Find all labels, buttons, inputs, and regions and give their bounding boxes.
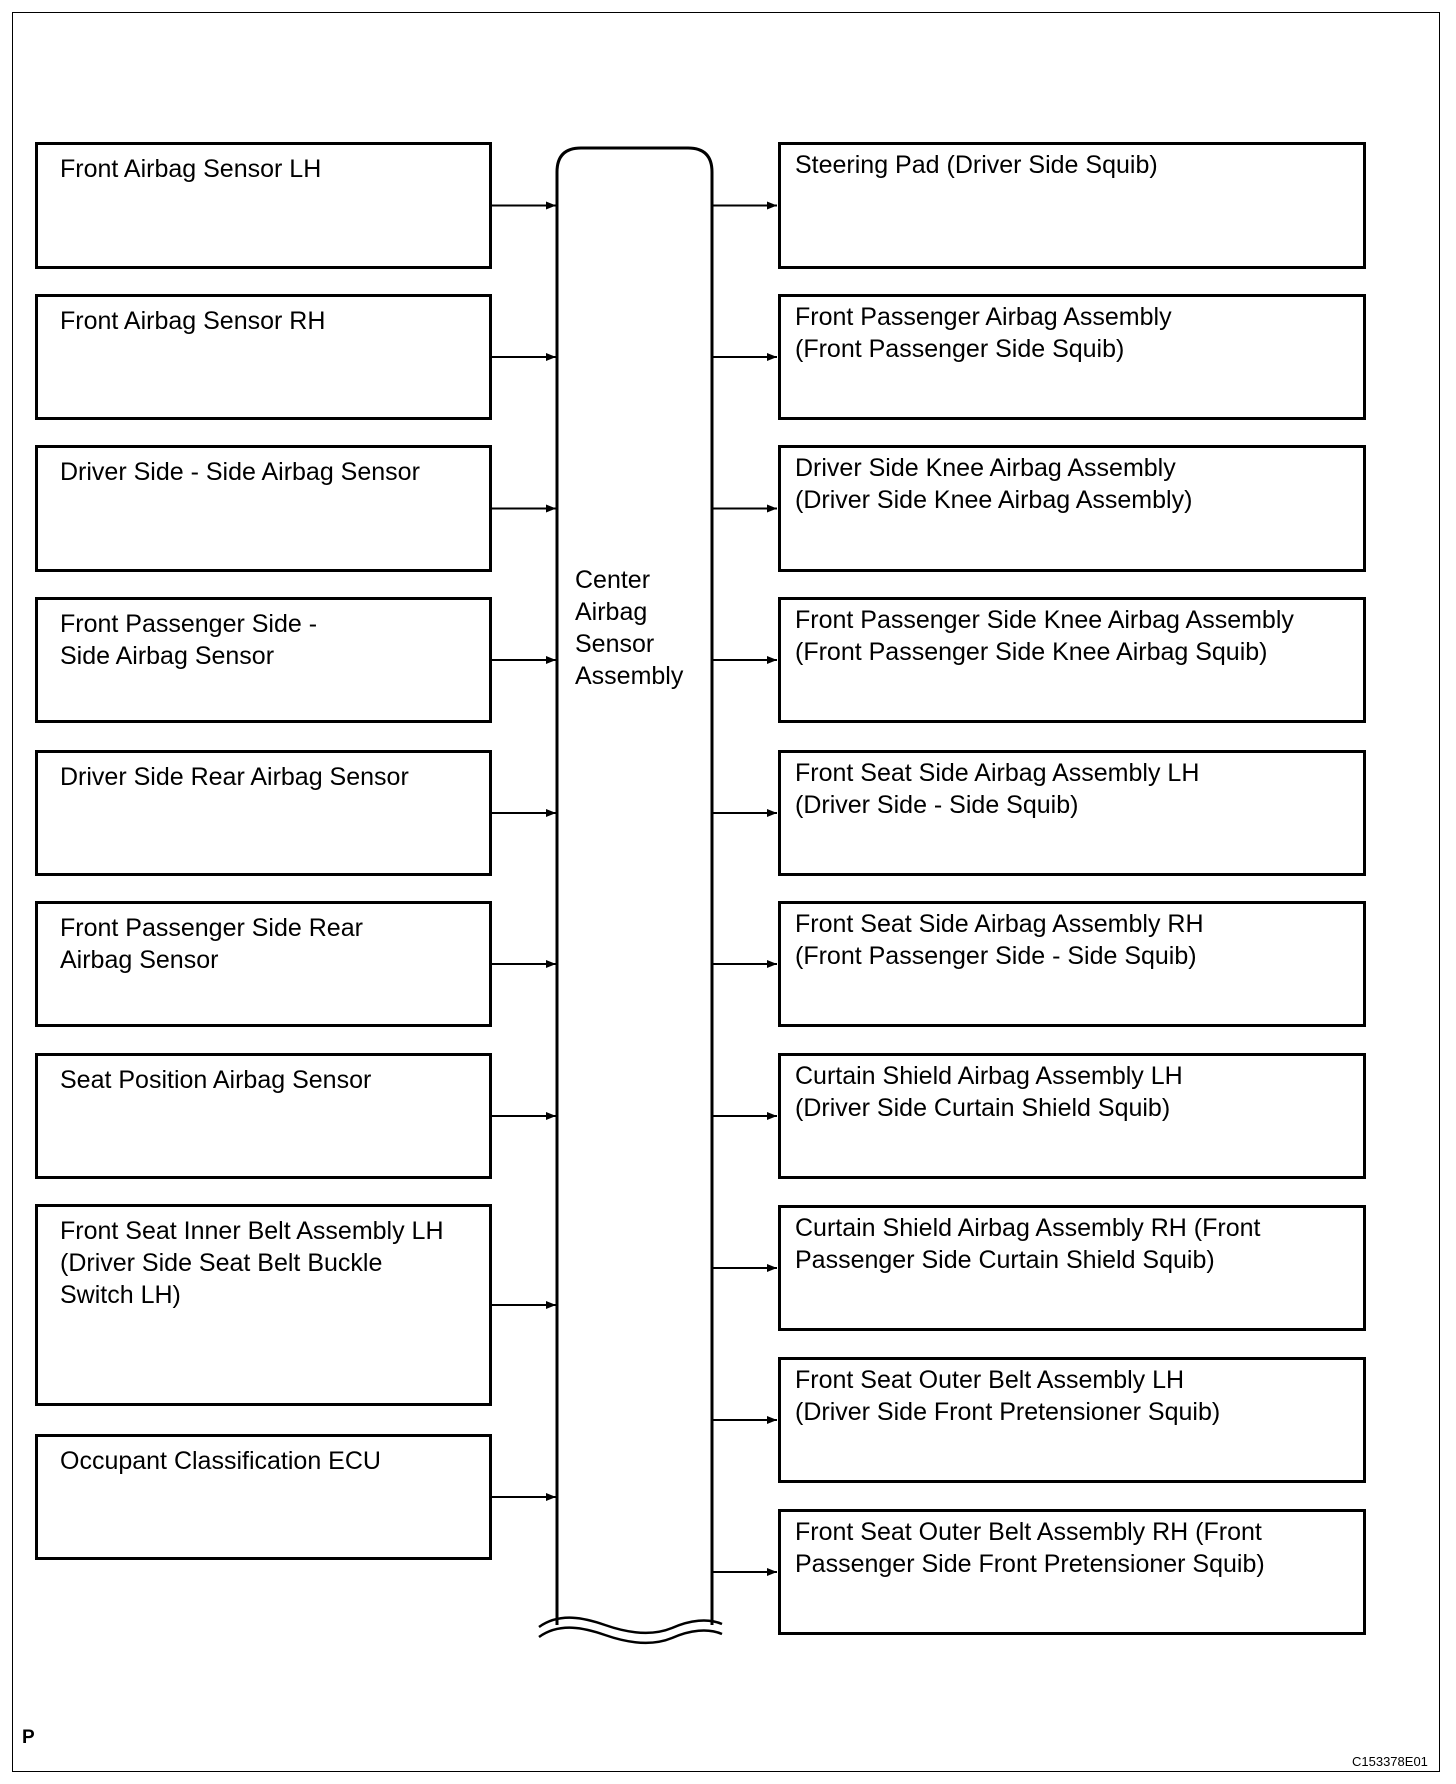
input-box: Driver Side Rear Airbag Sensor: [35, 750, 492, 876]
input-box: Front Passenger Side - Side Airbag Sensor: [35, 597, 492, 723]
input-box: Front Passenger Side Rear Airbag Sensor: [35, 901, 492, 1027]
input-box: Driver Side - Side Airbag Sensor: [35, 445, 492, 572]
output-box: Steering Pad (Driver Side Squib): [778, 142, 1366, 269]
figure-code: C153378E01: [1352, 1754, 1428, 1769]
output-box: Driver Side Knee Airbag Assembly (Driver Side Knee Airbag Assembly): [778, 445, 1366, 572]
output-box: Front Seat Side Airbag Assembly RH (Front Passenger Side - Side Squib): [778, 901, 1366, 1027]
output-box: Curtain Shield Airbag Assembly LH (Driver Side Curtain Shield Squib): [778, 1053, 1366, 1179]
output-box: Curtain Shield Airbag Assembly RH (Front Passenger Side Curtain Shield Squib): [778, 1205, 1366, 1331]
corner-mark: P: [22, 1727, 35, 1748]
input-box: Occupant Classification ECU: [35, 1434, 492, 1560]
input-box: Front Seat Inner Belt Assembly LH (Driver Side Seat Belt Buckle Switch LH): [35, 1204, 492, 1406]
input-box: Front Airbag Sensor LH: [35, 142, 492, 269]
output-box: Front Passenger Airbag Assembly (Front Passenger Side Squib): [778, 294, 1366, 420]
output-box: Front Seat Side Airbag Assembly LH (Driver Side - Side Squib): [778, 750, 1366, 876]
center-airbag-sensor-label: Center Airbag Sensor Assembly: [575, 566, 684, 690]
output-box: Front Seat Outer Belt Assembly LH (Driver Side Front Pretensioner Squib): [778, 1357, 1366, 1483]
input-box: Seat Position Airbag Sensor: [35, 1053, 492, 1179]
input-box: Front Airbag Sensor RH: [35, 294, 492, 420]
output-box: Front Seat Outer Belt Assembly RH (Front Passenger Side Front Pretensioner Squib): [778, 1509, 1366, 1635]
bus-break-line: [539, 1628, 722, 1643]
output-box: Front Passenger Side Knee Airbag Assembly (Front Passenger Side Knee Airbag Squib): [778, 597, 1366, 723]
center-bus-outline: [557, 148, 712, 1625]
